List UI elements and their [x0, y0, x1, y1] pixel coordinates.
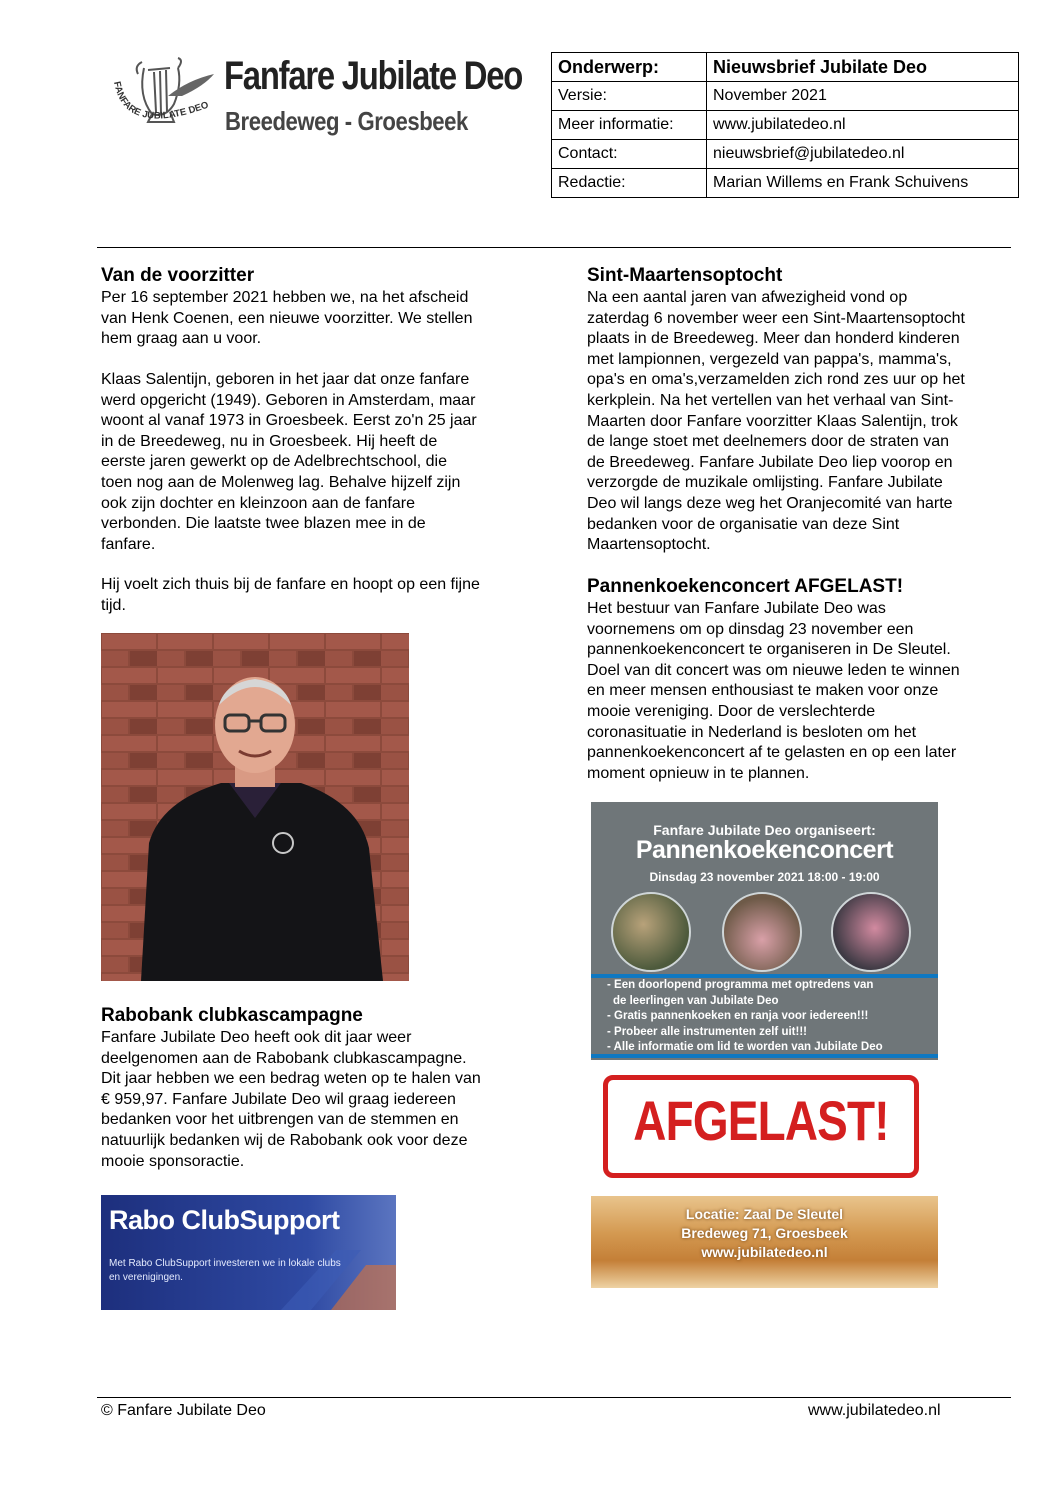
text-line: mooie sponsoractie. — [101, 1152, 245, 1170]
poster-bullet: - Alle informatie om lid te worden van Jubilate Deo — [607, 1041, 883, 1053]
text-line: Hij voelt zich thuis bij de fanfare en hoopt op een fijne — [101, 576, 480, 593]
info-website-link[interactable]: www.jubilatedeo.nl — [707, 111, 1019, 140]
text-line: woont al vanaf 1973 in Groesbeek. Eerst zo'n 25 jaar — [101, 412, 477, 430]
text-line: coronasituatie in Nederland is besloten om het — [587, 723, 917, 741]
poster-photo-children — [722, 892, 802, 972]
text-line: moment opnieuw in te plannen. — [587, 764, 810, 782]
text-line: Na een aantal jaren van afwezigheid vond op — [587, 289, 908, 306]
poster-photo-players — [831, 892, 911, 972]
info-value: Nieuwsbrief Jubilate Deo — [707, 53, 1019, 82]
heading-pannenkoek: Pannenkoekenconcert AFGELAST! — [587, 576, 904, 597]
text-line: plaats in de Breedeweg. Meer dan honderd kinderen — [587, 330, 960, 348]
heading-voorzitter: Van de voorzitter — [101, 265, 255, 286]
rabobank-text — [101, 1028, 531, 1172]
cancelled-stamp-text: AFGELAST! — [633, 1089, 889, 1152]
info-label: Contact: — [552, 140, 707, 169]
text-line: bedanken voor de organisatie van deze Sint — [587, 515, 900, 533]
text-line: en meer mensen enthousiast te maken voor onze — [587, 682, 939, 700]
info-row-more-info — [552, 111, 1019, 140]
poster-bullet: - Probeer alle instrumenten zelf uit!!! — [607, 1025, 807, 1038]
text-line: toen nog aan de Molenweg lag. Behalve hijzelf zijn — [101, 473, 461, 491]
text-line: Maartensoptocht. — [587, 536, 711, 554]
text-line: zaterdag 6 november weer een Sint-Maartensoptocht — [587, 309, 965, 327]
info-label: Versie: — [552, 82, 707, 111]
poster-bullet: de leerlingen van Jubilate Deo — [613, 994, 779, 1007]
header-divider — [97, 247, 1011, 248]
text-line: verbonden. Die laatste twee blazen mee in de — [101, 515, 426, 533]
rabo-clubsupport-banner — [101, 1195, 396, 1310]
pannenkoek-text — [587, 599, 1017, 784]
info-label: Redactie: — [552, 169, 707, 198]
text-line: opa's en oma's,verzamelden zich rond zes uur op het — [587, 371, 965, 389]
logo-arc-text: FANFARE JUBILATE DEO — [111, 80, 211, 122]
poster-location-line: Locatie: Zaal De Sleutel — [685, 1206, 844, 1222]
poster-stripe — [591, 1054, 938, 1058]
text-line: Maarten door Fanfare voorzitter Klaas Salentijn, trok — [587, 412, 958, 430]
poster-location — [591, 1205, 938, 1262]
poster-location-line: www.jubilatedeo.nl — [701, 1244, 828, 1260]
text-line: eerste jaren gewerkt op de Adelbrechtschool, die — [101, 453, 447, 471]
info-label: Meer informatie: — [552, 111, 707, 140]
text-line: in de Breedeweg, nu in Groesbeek. Hij heeft de — [101, 432, 438, 450]
poster-location-line: Bredeweg 71, Groesbeek — [681, 1225, 848, 1241]
footer-copyright: © Fanfare Jubilate Deo — [101, 1402, 266, 1419]
heading-sintmaarten: Sint-Maartensoptocht — [587, 265, 783, 286]
text-line: natuurlijk bedanken wij de Rabobank ook voor deze — [101, 1131, 468, 1149]
org-location: Breedeweg - Groesbeek — [225, 106, 468, 136]
text-line: van Henk Coenen, een nieuwe voorzitter. We stellen — [101, 309, 473, 327]
voorzitter-closing — [101, 575, 531, 616]
info-row-editors — [552, 169, 1019, 198]
concert-poster — [591, 802, 938, 1288]
poster-bullet: - Gratis pannenkoeken en ranja voor iedereen!!! — [607, 1010, 869, 1022]
text-line: deelgenomen aan de Rabobank clubkascampagne. — [101, 1049, 467, 1067]
info-value: Marian Willems en Frank Schuivens — [707, 169, 1019, 198]
footer-divider — [97, 1397, 1011, 1398]
text-line: Deo wil langs deze weg het Oranjecomité van harte — [587, 494, 953, 512]
text-line: € 959,97. Fanfare Jubilate Deo wil graag iedereen — [101, 1090, 456, 1108]
text-line: tijd. — [101, 596, 126, 614]
rabo-banner-sub-line: en verenigingen. — [109, 1272, 183, 1283]
text-line: pannenkoekenconcert te organiseren in De Sleutel. — [587, 641, 951, 659]
text-line: bedanken voor het uitbrengen van de stemmen en — [101, 1111, 459, 1129]
text-line: kerkplein. Na het vertellen van het verhaal van Sint- — [587, 391, 954, 409]
logo-emblem — [108, 56, 220, 142]
info-value: November 2021 — [707, 82, 1019, 111]
voorzitter-bio — [101, 370, 531, 555]
info-email-link[interactable]: nieuwsbrief@jubilatedeo.nl — [707, 140, 1019, 169]
info-row-version — [552, 82, 1019, 111]
footer-website-link[interactable]: www.jubilatedeo.nl — [808, 1402, 941, 1419]
text-line: fanfare. — [101, 535, 156, 553]
poster-date: Dinsdag 23 november 2021 18:00 - 19:00 — [649, 870, 880, 884]
text-line: Dit jaar hebben we een bedrag weten op te halen van — [101, 1070, 481, 1088]
poster-organizer: Fanfare Jubilate Deo organiseert: — [653, 822, 876, 838]
rabo-banner-subtitle — [109, 1257, 341, 1285]
voorzitter-intro — [101, 288, 531, 350]
poster-title: Pannenkoekenconcert — [635, 836, 894, 864]
heading-rabobank: Rabobank clubkascampagne — [101, 1005, 363, 1026]
text-line: voornemens om op dinsdag 23 november een — [587, 620, 914, 638]
info-table — [551, 52, 1019, 198]
poster-photo-musicians — [611, 892, 691, 972]
text-line: de lange stoet met deelnemers door de straten van — [587, 433, 949, 451]
chairman-photo — [101, 633, 409, 981]
info-row-contact — [552, 140, 1019, 169]
info-row-subject — [552, 53, 1019, 82]
text-line: met lampionnen, vergezeld van pappa's, mamma's, — [587, 350, 952, 368]
text-line: verzorgde de muzikale omlijsting. Fanfare Jubilate — [587, 474, 943, 492]
text-line: Per 16 september 2021 hebben we, na het afscheid — [101, 289, 469, 306]
text-line: pannenkoekenconcert af te gelasten en op een later — [587, 744, 957, 762]
poster-bullets — [607, 978, 883, 1056]
text-line: Doel van dit concert was om nieuwe leden te winnen — [587, 661, 960, 679]
rabo-banner-sub-line: Met Rabo ClubSupport investeren we in lokale clubs — [109, 1258, 341, 1269]
sintmaarten-text — [587, 288, 1017, 556]
text-line: werd opgericht (1949). Geboren in Amsterdam, maar — [101, 391, 476, 409]
text-line: Klaas Salentijn, geboren in het jaar dat onze fanfare — [101, 371, 470, 388]
text-line: hem graag aan u voor. — [101, 330, 262, 348]
text-line: Het bestuur van Fanfare Jubilate Deo was — [587, 600, 886, 617]
info-label: Onderwerp: — [552, 53, 707, 82]
text-line: de Breedeweg. Fanfare Jubilate Deo liep voorop en — [587, 453, 953, 471]
text-line: Fanfare Jubilate Deo heeft ook dit jaar weer — [101, 1029, 412, 1046]
org-title: Fanfare Jubilate Deo — [224, 54, 523, 98]
text-line: mooie vereniging. Door de verslechterde — [587, 702, 876, 720]
poster-bullet: - Een doorlopend programma met optredens van — [607, 979, 874, 991]
text-line: ook zijn dochter en kleinzoon aan de fanfare — [101, 494, 415, 512]
rabo-banner-title: Rabo ClubSupport — [109, 1205, 340, 1235]
